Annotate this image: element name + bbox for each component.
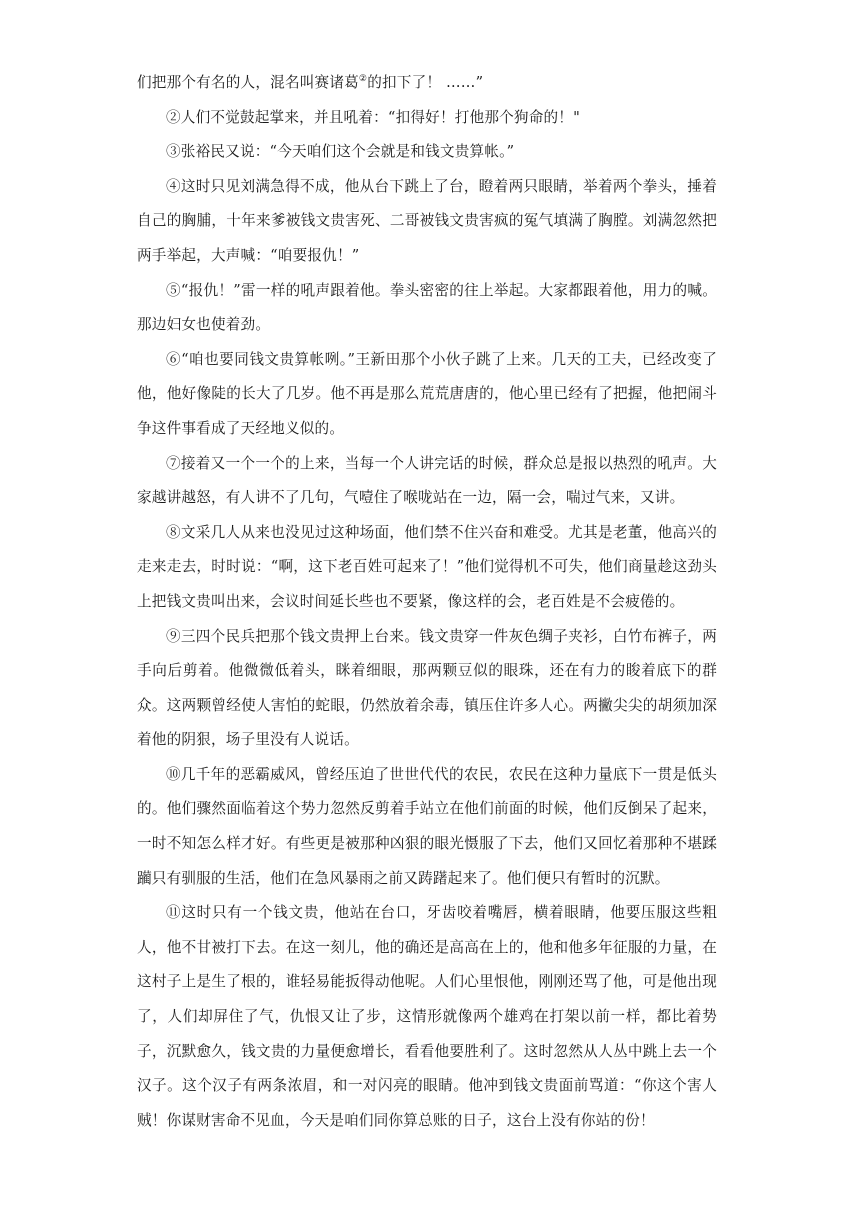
document-body xyxy=(137,66,717,1138)
paragraph-2: ②人们不觉鼓起掌来，并且吼着：“扣得好！打他那个狗命的！" xyxy=(166,108,581,126)
paragraph-5: ⑤“报仇！”雷一样的吼声跟着他。拳头密密的往上举起。大家都跟着他，用力的喊。那边妇女也使着劲。 xyxy=(137,281,717,334)
paragraph-3: ③张裕民又说：“今天咱们这个会就是和钱文贵算帐。” xyxy=(166,143,515,161)
paragraph-0 xyxy=(137,66,717,101)
paragraph-11: ⑪这时只有一个钱文贵，他站在台口，牙齿咬着嘴唇，横着眼睛，他要压服这些粗人，他不甘被打下去。在这一刻儿，他的确还是高高在上的，他和他多年征服的力量，在这村子上是生了根的，谁轻易能扳得动他呢。人们心里恨他，刚刚还骂了他，可是他出现了，人们却屏住了气，仇恨又让了步，这情形就像两个雄鸡在打架以前一样，都比着势子，沉默愈久，钱文贵的力量便愈增长，看看他要胜利了。这时忽然从人丛中跳上去一个汉子。这个汉子有两条浓眉，和一对闪亮的眼睛。他冲到钱文贵面前骂道：“你这个害人贼！你谋财害命不见血，今天是咱们同你算总账的日子，这台上没有你站的份！ xyxy=(137,904,717,1129)
paragraph-0-tail: 的扣下了！ ……” xyxy=(367,74,484,91)
paragraph-0-text: 们把那个有名的人，混名叫赛诸葛 xyxy=(137,74,359,91)
paragraph-8: ⑧文采几人从来也没见过这种场面，他们禁不住兴奋和难受。尤其是老董，他高兴的走来走去，时时说：“啊，这下老百姓可起来了！”他们觉得机不可失，他们商量趁这劲头上把钱文贵叫出来，会议时间延长些也不要紧，像这样的会，老百姓是不会疲倦的。 xyxy=(137,523,717,610)
footnote-marker: ② xyxy=(358,74,368,85)
paragraph-9: ⑨三四个民兵把那个钱文贵押上台来。钱文贵穿一件灰色绸子夹衫，白竹布裤子，两手向后剪着。他微微低着头，眯着细眼，那两颗豆似的眼珠，还在有力的睃着底下的群众。这两颗曾经使人害怕的蛇眼，仍然放着余毒，镇压住许多人心。两撇尖尖的胡须加深着他的阴狠，场子里没有人说话。 xyxy=(137,627,717,749)
paragraph-10: ⑩几千年的恶霸威风，曾经压迫了世世代代的农民，农民在这种力量底下一贯是低头的。他们骤然面临着这个势力忽然反剪着手站立在他们前面的时候，他们反倒呆了起来，一时不知怎么样才好。有些更是被那种凶狠的眼光慑服了下去，他们又回忆着那种不堪蹂躏只有驯服的生活，他们在急风暴雨之前又踌躇起来了。他们便只有暂时的沉默。 xyxy=(137,765,717,887)
paragraph-6: ⑥“咱也要同钱文贵算帐咧。”王新田那个小伙子跳了上来。几天的工夫，已经改变了他，他好像陡的长大了几岁。他不再是那么荒荒唐唐的，他心里已经有了把握，他把闹斗争这件事看成了天经地义似的。 xyxy=(137,350,717,437)
paragraph-4: ④这时只见刘满急得不成，他从台下跳上了台，瞪着两只眼睛，举着两个拳头，捶着自己的胸脯，十年来爹被钱文贵害死、二哥被钱文贵害疯的冤气填满了胸膛。刘满忽然把两手举起，大声喊：“咱要报仇！” xyxy=(137,177,717,264)
paragraph-7: ⑦接着又一个一个的上来，当每一个人讲完话的时候，群众总是报以热烈的吼声。大家越讲越怒，有人讲不了几句，气噎住了喉咙站在一边，隔一会，喘过气来，又讲。 xyxy=(137,454,717,507)
